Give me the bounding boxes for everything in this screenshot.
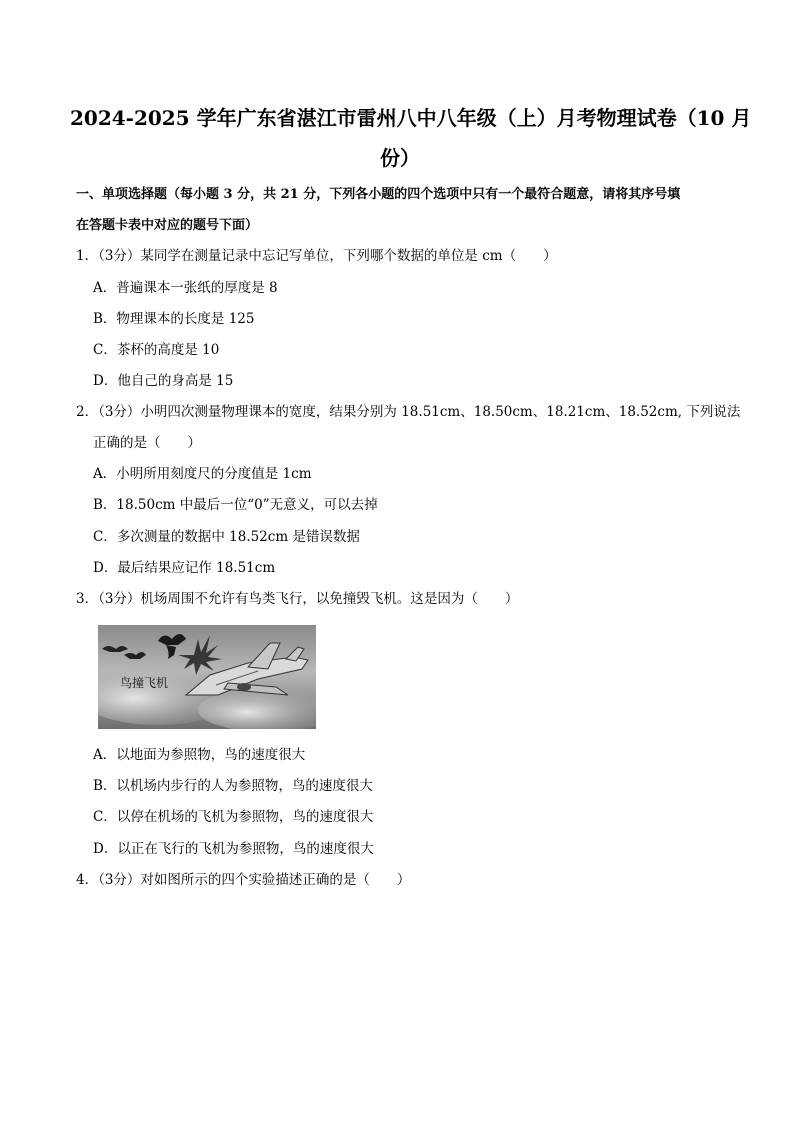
- figure-caption: 鸟撞飞机: [120, 676, 169, 690]
- question-1-option-d: D．他自己的身高是 15: [93, 373, 234, 389]
- exam-title-line-1: 2024-2025 学年广东省湛江市雷州八中八年级（上）月考物理试卷（10 月: [70, 106, 752, 130]
- question-2-option-a: A．小明所用刻度尺的分度值是 1cm: [93, 466, 312, 482]
- question-2-stem-line-1: 2．（3分）小明四次测量物理课本的宽度，结果分别为 18.51cm、18.50cm、18.21cm、18.52cm, 下列说法: [76, 404, 741, 420]
- exam-title-line-2: 份）: [380, 146, 420, 170]
- question-1-option-a: A．普遍课本一张纸的厚度是 8: [93, 280, 278, 296]
- section-heading-line-1: 一、单项选择题（每小题 3 分，共 21 分，下列各小题的四个选项中只有一个最符合题意，请将其序号填: [76, 187, 681, 202]
- question-2-option-b: B．18.50cm 中最后一位“0”无意义，可以去掉: [93, 497, 378, 513]
- question-2-stem-line-2: 正确的是（ ）: [93, 435, 201, 451]
- question-3-option-c: C．以停在机场的飞机为参照物，鸟的速度很大: [93, 809, 374, 825]
- question-1-stem: 1．（3分）某同学在测量记录中忘记写单位，下列哪个数据的单位是 cm（ ）: [76, 248, 557, 264]
- question-3-stem: 3．（3分）机场周围不允许有鸟类飞行，以免撞毁飞机。这是因为（ ）: [76, 591, 519, 607]
- question-3-option-d: D．以正在飞行的飞机为参照物，鸟的速度很大: [93, 841, 374, 857]
- question-2-option-d: D．最后结果应记作 18.51cm: [93, 560, 276, 576]
- question-3-option-a: A．以地面为参照物，鸟的速度很大: [93, 747, 306, 763]
- question-1-option-b: B．物理课本的长度是 125: [93, 311, 255, 327]
- question-4-stem: 4．（3分）对如图所示的四个实验描述正确的是（ ）: [76, 872, 411, 888]
- section-heading-line-2: 在答题卡表中对应的题号下面）: [76, 218, 259, 233]
- question-2-option-c: C．多次测量的数据中 18.52cm 是错误数据: [93, 529, 360, 545]
- bird-strike-figure: [98, 625, 316, 729]
- question-1-option-c: C．茶杯的高度是 10: [93, 342, 220, 358]
- question-3-option-b: B．以机场内步行的人为参照物，鸟的速度很大: [93, 778, 373, 794]
